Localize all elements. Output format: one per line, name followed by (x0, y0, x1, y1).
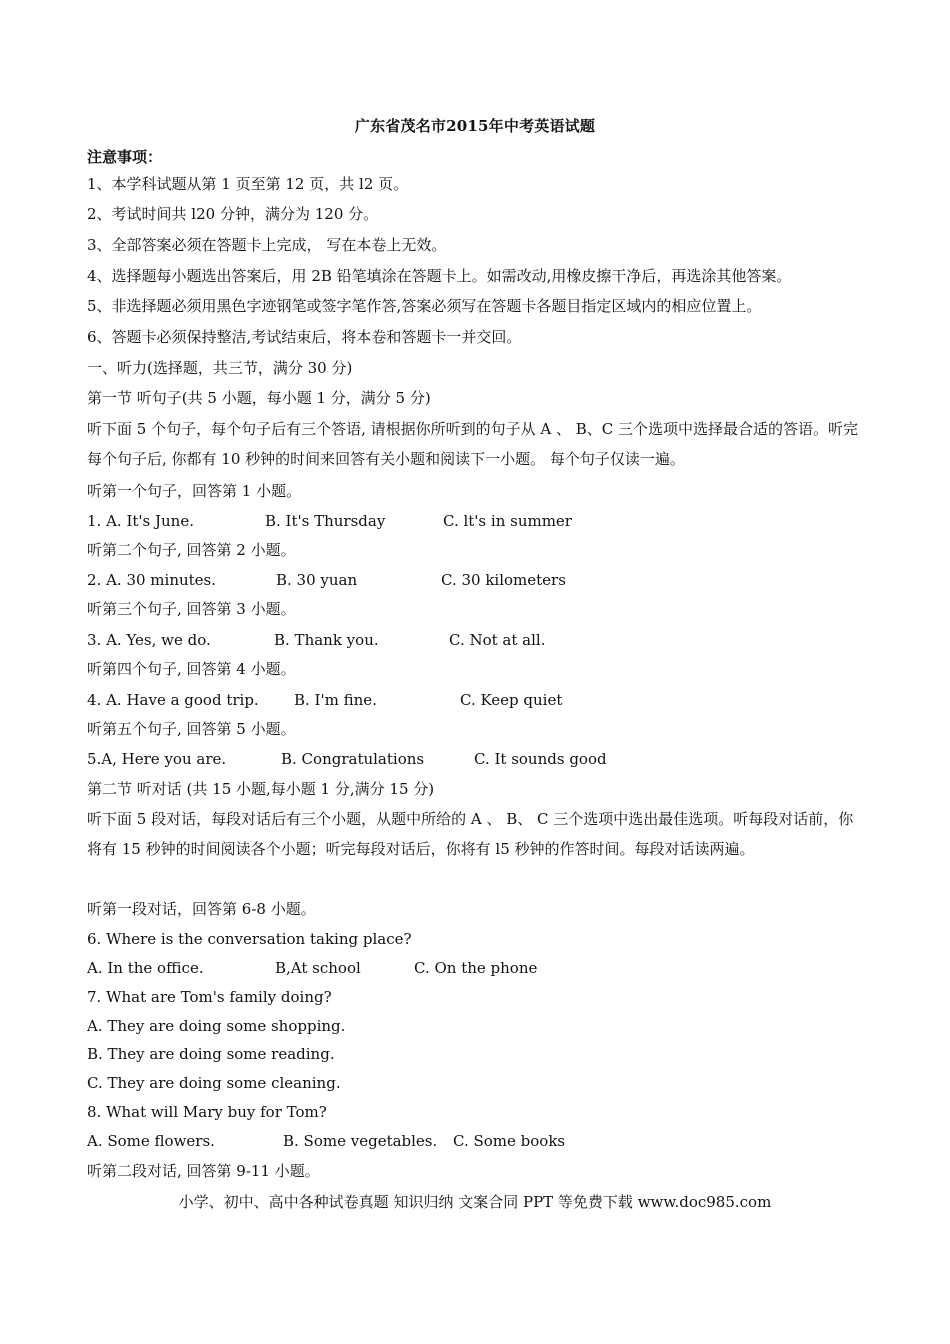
option-b: B. I'm fine. (294, 691, 377, 709)
notice-item: 6、答题卡必须保持整洁,考试结束后，将本卷和答题卡一并交回。 (87, 328, 522, 346)
option-b: B,At school (275, 959, 361, 977)
notice-heading: 注意事项： (87, 148, 163, 166)
option-c: C. Keep quiet (460, 691, 563, 709)
notice-item: 1、本学科试题从第 1 页至第 12 页，共 l2 页。 (87, 175, 409, 193)
option-a: 5.A, Here you are. (87, 750, 227, 768)
option-c: C. Not at all. (449, 631, 546, 649)
option-b: B. It's Thursday (265, 512, 386, 530)
question-text: 8. What will Mary buy for Tom? (87, 1103, 327, 1121)
option-c: C. On the phone (414, 959, 538, 977)
page-title: 广东省茂名市2015年中考英语试题 (354, 117, 596, 135)
option-a: A. They are doing some shopping. (87, 1017, 346, 1035)
instructions-paragraph: 听下面 5 个句子，每个句子后有三个答语, 请根据你所听到的句子从 A 、 B、C 三个选项中选择最合适的答语。听完每个句子后, 你都有 10 秒钟的时间来回答有关小题和阅读下一小题。 每个句子仅读一遍。 (87, 420, 859, 468)
notice-item: 2、考试时间共 l20 分钟，满分为 120 分。 (87, 205, 379, 223)
question-text: 7. What are Tom's family doing? (87, 988, 332, 1006)
question-prompt: 听第三个句子, 回答第 3 小题。 (87, 600, 296, 618)
question-prompt: 听第二个句子, 回答第 2 小题。 (87, 541, 296, 559)
option-c: C. 30 kilometers (441, 571, 566, 589)
option-c: C. Some books (453, 1132, 566, 1150)
option-c: C. They are doing some cleaning. (87, 1074, 341, 1092)
option-b: B. Thank you. (274, 631, 379, 649)
page-footer: 小学、初中、高中各种试卷真题 知识归纳 文案合同 PPT 等免费下载 www.doc985.com (178, 1193, 772, 1211)
option-b: B. Congratulations (281, 750, 425, 768)
part-heading: 第一节 听句子(共 5 小题，每小题 1 分，满分 5 分) (87, 389, 431, 407)
section-heading: 一、听力(选择题，共三节，满分 30 分) (87, 359, 353, 377)
option-a: 4. A. Have a good trip. (87, 691, 259, 709)
question-prompt: 听第一个句子，回答第 1 小题。 (87, 482, 302, 500)
option-a: A. Some flowers. (87, 1132, 215, 1150)
option-a: 3. A. Yes, we do. (87, 631, 211, 649)
option-b: B. 30 yuan (276, 571, 358, 589)
option-c: C. It sounds good (474, 750, 607, 768)
notice-item: 3、全部答案必须在答题卡上完成， 写在本卷上无效。 (87, 236, 447, 254)
question-prompt: 听第四个句子, 回答第 4 小题。 (87, 660, 296, 678)
question-prompt: 听第一段对话，回答第 6-8 小题。 (87, 900, 316, 918)
notice-item: 5、非选择题必须用黑色字迹钢笔或签字笔作答,答案必须写在答题卡各题目指定区域内的相应位置上。 (87, 297, 762, 315)
option-b: B. They are doing some reading. (87, 1045, 335, 1063)
option-a: A. In the office. (87, 959, 204, 977)
option-a: 1. A. It's June. (87, 512, 194, 530)
option-a: 2. A. 30 minutes. (87, 571, 217, 589)
question-prompt: 听第二段对话, 回答第 9-11 小题。 (87, 1162, 320, 1180)
notice-item: 4、选择题每小题选出答案后，用 2B 铅笔填涂在答题卡上。如需改动,用橡皮擦干净后，再选涂其他答案。 (87, 267, 792, 285)
option-b: B. Some vegetables. (283, 1132, 438, 1150)
option-c: C. lt's in summer (443, 512, 572, 530)
question-prompt: 听第五个句子, 回答第 5 小题。 (87, 720, 296, 738)
question-text: 6. Where is the conversation taking place? (87, 930, 412, 948)
instructions-paragraph: 听下面 5 段对话，每段对话后有三个小题，从题中所给的 A 、 B、 C 三个选项中选出最佳选项。听每段对话前，你将有 15 秒钟的时间阅读各个小题；听完每段对话后，你将有 l5 秒钟的作答时间。每段对话读两遍。 (87, 810, 854, 858)
part-heading: 第二节 听对话 (共 15 小题,每小题 1 分,满分 15 分) (87, 780, 435, 798)
